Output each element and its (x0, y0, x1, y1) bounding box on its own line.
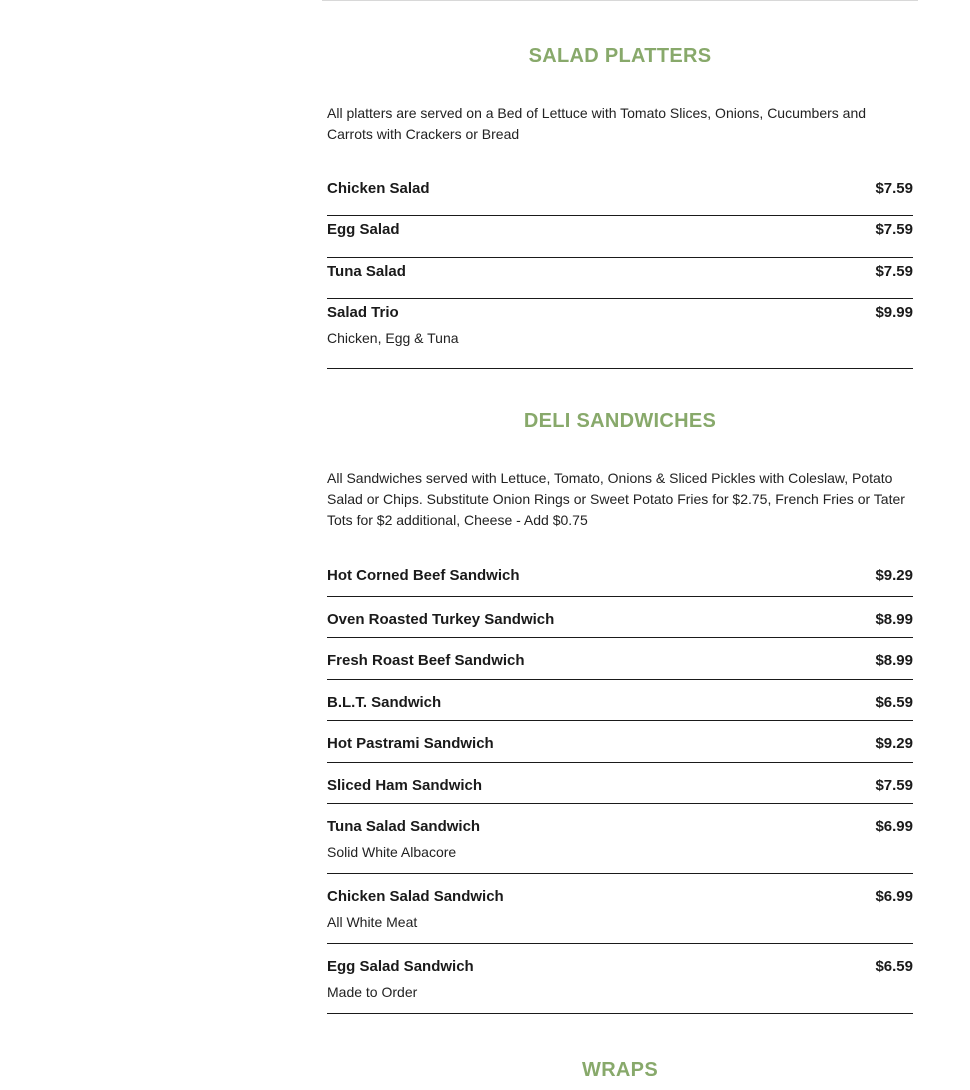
menu-item (327, 944, 913, 1014)
menu-item-price: $8.99 (875, 652, 913, 669)
menu-item-price: $7.59 (875, 180, 913, 197)
menu-item-name: Fresh Roast Beef Sandwich (327, 652, 525, 669)
menu-item (327, 561, 913, 597)
menu-item-name: Hot Pastrami Sandwich (327, 735, 494, 752)
menu-item-name: Salad Trio (327, 304, 399, 321)
menu-item (327, 638, 913, 680)
section-title-salad-platters: SALAD PLATTERS (528, 45, 712, 67)
menu-item-price: $6.59 (875, 958, 913, 975)
menu-item-price: $6.99 (875, 818, 913, 835)
menu-item-name: Hot Corned Beef Sandwich (327, 567, 520, 584)
menu-item-name: Chicken Salad Sandwich (327, 888, 504, 905)
menu-item-name: Oven Roasted Turkey Sandwich (327, 611, 555, 628)
menu-item-note: Chicken, Egg & Tuna (327, 330, 459, 346)
menu-item (327, 258, 913, 299)
menu-list-deli-sandwiches (327, 561, 913, 1014)
section-title-deli-sandwiches: DELI SANDWICHES (523, 410, 717, 432)
menu-item-price: $6.99 (875, 888, 913, 905)
section-title-wraps: WRAPS (582, 1059, 658, 1081)
section-description-deli-sandwiches: All Sandwiches served with Lettuce, Tomato, Onions & Sliced Pickles with Coleslaw, Potato Salad or Chips. Substitute Onion Rings or Sweet Potato Fries for $2.75, French Fries or Tater Tots for $2 additional, Cheese - Add $0.75 (327, 470, 905, 528)
menu-item (327, 299, 913, 369)
menu-item-price: $9.29 (875, 567, 913, 584)
menu-item-name: Chicken Salad (327, 180, 430, 197)
menu-item-price: $7.59 (875, 777, 913, 794)
menu-item-name: Egg Salad Sandwich (327, 958, 474, 975)
menu-item-price: $7.59 (875, 263, 913, 280)
menu-item-name: Tuna Salad (327, 263, 406, 280)
menu-item (327, 763, 913, 804)
menu-item-price: $9.99 (875, 304, 913, 321)
menu-item (327, 175, 913, 216)
menu-item (327, 680, 913, 721)
menu-item (327, 874, 913, 944)
menu-item-note: Solid White Albacore (327, 844, 457, 860)
menu-item-price: $7.59 (875, 221, 913, 238)
menu-item-name: B.L.T. Sandwich (327, 694, 442, 711)
menu-item-name: Tuna Salad Sandwich (327, 818, 481, 835)
menu-item (327, 721, 913, 763)
menu-item (327, 804, 913, 874)
menu-item-note: All White Meat (327, 914, 418, 930)
menu-item-note: Made to Order (327, 984, 418, 1000)
section-description-salad-platters: All platters are served on a Bed of Lettuce with Tomato Slices, Onions, Cucumbers and Carrots with Crackers or Bread (327, 105, 867, 142)
menu-list-salad-platters (327, 175, 913, 369)
menu-item (327, 597, 913, 638)
top-divider (322, 0, 918, 1)
menu-item (327, 216, 913, 258)
menu-item-price: $9.29 (875, 735, 913, 752)
menu-item-price: $6.59 (875, 694, 913, 711)
menu-item-price: $8.99 (875, 611, 913, 628)
menu-item-name: Sliced Ham Sandwich (327, 777, 483, 794)
menu-item-name: Egg Salad (327, 221, 400, 238)
